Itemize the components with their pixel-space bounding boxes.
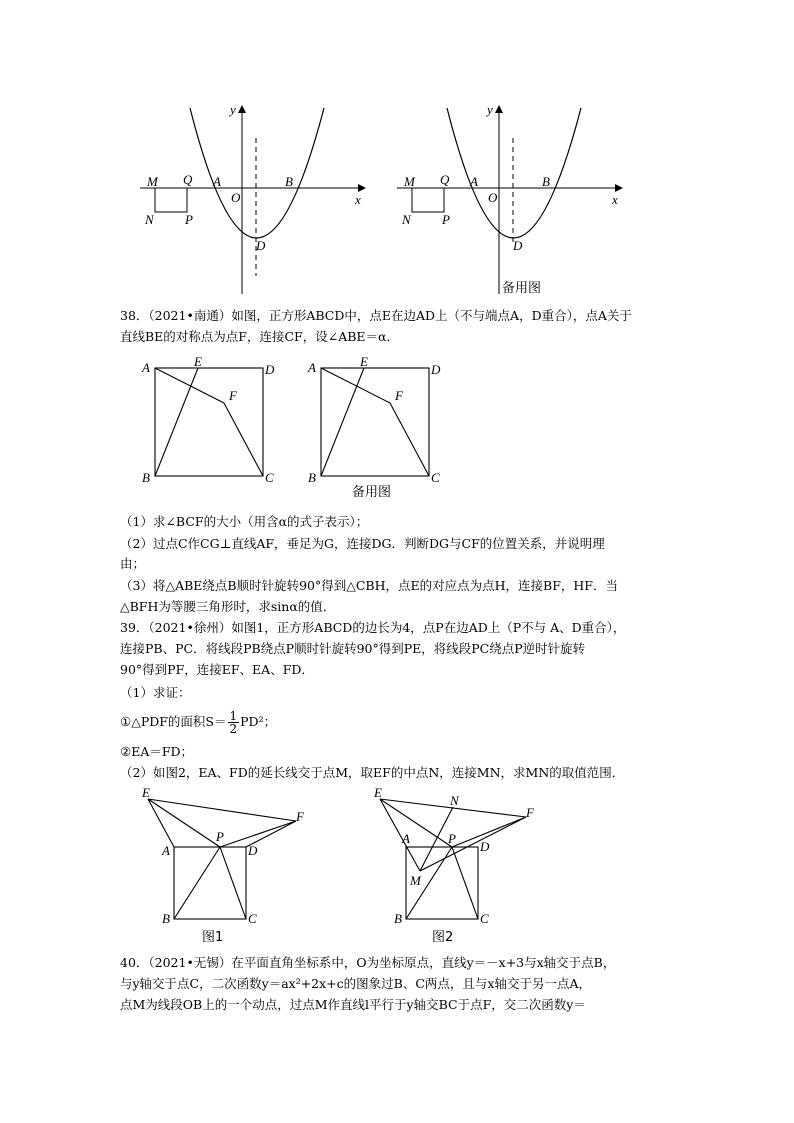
label-N: N xyxy=(145,212,154,227)
caption-fig1: 图1 xyxy=(202,930,224,945)
label-C: C xyxy=(265,470,274,485)
label-D: D xyxy=(265,362,275,377)
caption-fig2: 图2 xyxy=(432,930,454,945)
label-A: A xyxy=(162,843,170,858)
label-B: B xyxy=(308,470,316,485)
caption-backup: 备用图 xyxy=(502,281,542,296)
parabola xyxy=(190,108,324,238)
label-origin: O xyxy=(231,190,241,205)
label-Q: Q xyxy=(183,172,193,187)
label-A: A xyxy=(402,831,410,846)
fraction-half: $\frac{1}{2}$ xyxy=(229,709,238,736)
q39-figure1 xyxy=(138,785,313,945)
label-x: x xyxy=(612,192,618,207)
label-A: A xyxy=(213,174,221,189)
label-P: P xyxy=(185,212,193,227)
caption-backup: 备用图 xyxy=(352,485,392,500)
q38-line2: 直线BE的对称点为点F，连接CF，设∠ABE＝α． xyxy=(120,329,399,344)
q38-sub1: （1）求∠BCF的大小（用含α的式子表示）； xyxy=(120,514,369,529)
label-P: P xyxy=(442,212,450,227)
label-y: y xyxy=(487,102,493,117)
q39-line1: 39．（2021•徐州）如图1，正方形ABCD的边长为4，点P在边AD上（P不与 A、D重合）， xyxy=(120,620,626,635)
label-P: P xyxy=(216,829,224,844)
label-B: B xyxy=(285,174,293,189)
label-B: B xyxy=(394,911,402,926)
q39-claim1: ①△PDF的面积S＝ $\frac{1}{2}$ PD²； xyxy=(120,709,277,736)
q38-figure-main xyxy=(138,354,288,488)
label-M: M xyxy=(410,873,421,888)
rect-mnpq xyxy=(155,188,187,212)
q39-claim2: ②EA＝FD； xyxy=(120,744,194,759)
q38-sub3b: △BFH为等腰三角形时，求sinα的值． xyxy=(120,599,336,614)
label-D: D xyxy=(256,238,266,253)
label-M: M xyxy=(147,174,158,189)
label-D: D xyxy=(248,843,258,858)
label-D: D xyxy=(513,238,523,253)
label-E: E xyxy=(374,785,382,800)
q37-figure-main xyxy=(135,98,375,298)
label-A: A xyxy=(470,174,478,189)
label-P: P xyxy=(448,831,456,846)
label-E: E xyxy=(360,354,368,369)
q39-part1: （1）求证： xyxy=(120,685,191,700)
label-Q: Q xyxy=(440,172,450,187)
label-F: F xyxy=(395,388,403,403)
label-E: E xyxy=(142,785,150,800)
label-N: N xyxy=(402,212,411,227)
label-C: C xyxy=(431,470,440,485)
label-D: D xyxy=(480,839,490,854)
label-B: B xyxy=(142,470,150,485)
label-F: F xyxy=(229,388,237,403)
q39-line3: 90°得到PF，连接EF、EA、FD． xyxy=(120,662,314,677)
label-F: F xyxy=(296,809,304,824)
q38-figure-backup xyxy=(304,354,454,503)
q39-line2: 连接PB、PC．将线段PB绕点P顺时针旋转90°得到PE，将线段PC绕点P逆时针旋转 xyxy=(120,641,586,656)
label-M: M xyxy=(404,174,415,189)
q38-line1: 38．（2021•南通）如图，正方形ABCD中，点E在边AD上（不与端点A，D重合），点A关于 xyxy=(120,308,632,323)
label-C: C xyxy=(480,911,489,926)
label-origin: O xyxy=(488,190,498,205)
label-B: B xyxy=(542,174,550,189)
q38-sub2a: （2）过点C作CG⊥直线AF，垂足为G，连接DG．判断DG与CF的位置关系，并说明理 xyxy=(120,536,605,551)
label-C: C xyxy=(248,911,257,926)
label-N: N xyxy=(450,793,459,808)
label-A: A xyxy=(142,360,150,375)
label-x: x xyxy=(355,192,361,207)
q38-sub3a: （3）将△ABE绕点B顺时针旋转90°得到△CBH，点E的对应点为点H，连接BF，HF．当 xyxy=(120,578,618,593)
q39-figure2 xyxy=(370,785,545,945)
label-E: E xyxy=(194,354,202,369)
q40-line1: 40．（2021•无锡）在平面直角坐标系中，O为坐标原点，直线y＝－x+3与x轴交于点B， xyxy=(120,955,616,970)
q39-part2: （2）如图2，EA、FD的延长线交于点M，取EF的中点N，连接MN，求MN的取值范围． xyxy=(120,765,625,780)
label-B: B xyxy=(162,911,170,926)
q37-figure-backup xyxy=(392,98,632,298)
q40-line2: 与y轴交于点C，二次函数y＝ax²+2x+c的图象过B、C两点，且与x轴交于另一点A， xyxy=(120,976,591,991)
q38-sub2b: 由； xyxy=(120,556,146,571)
label-y: y xyxy=(230,102,236,117)
q40-line3: 点M为线段OB上的一个动点，过点M作直线l平行于y轴交BC于点F，交二次函数y＝ xyxy=(120,997,586,1012)
label-A: A xyxy=(308,360,316,375)
label-D: D xyxy=(431,362,441,377)
label-F: F xyxy=(526,805,534,820)
